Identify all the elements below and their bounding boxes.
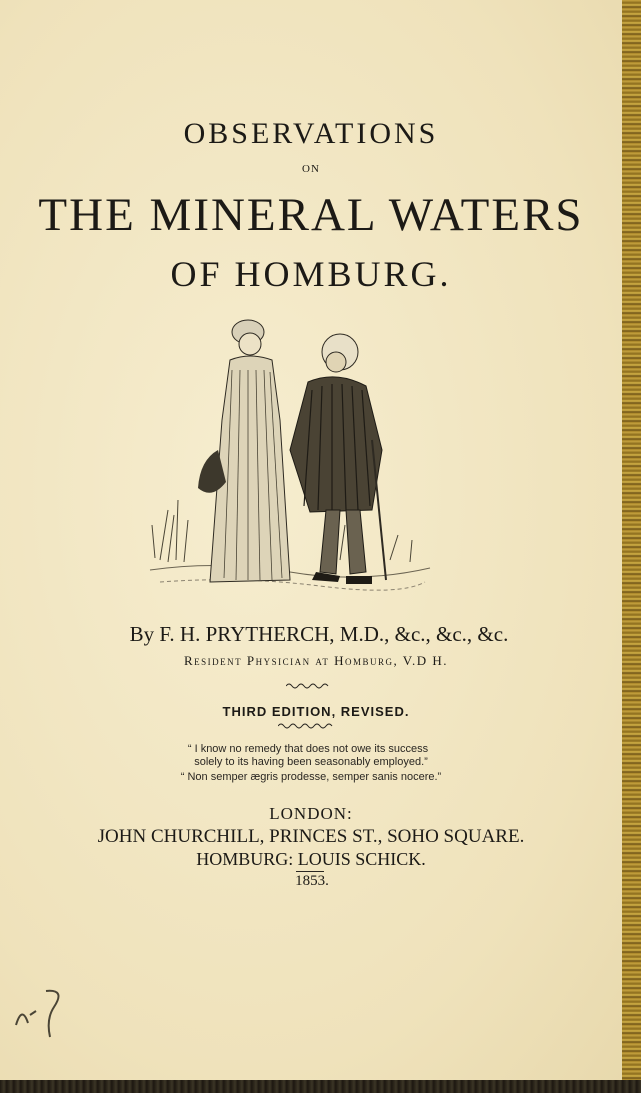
epigraph-line: solely to its having been seasonably employed.” bbox=[194, 756, 428, 768]
imprint-year: 1853. bbox=[295, 873, 329, 889]
book-bottom-edge bbox=[0, 1080, 641, 1093]
gilt-page-edge bbox=[622, 0, 641, 1093]
title-of-homburg: OF HOMBURG. bbox=[170, 254, 452, 294]
imprint-city: LONDON: bbox=[269, 804, 353, 823]
epigraph-line: “ I know no remedy that does not owe its success bbox=[187, 743, 429, 755]
author-line: By F. H. PRYTHERCH, M.D., &c., &c., &c. bbox=[129, 622, 509, 646]
handwritten-mark bbox=[10, 985, 70, 1045]
ornament-rule bbox=[278, 722, 334, 730]
title-mineral-waters: THE MINERAL WATERS bbox=[38, 189, 584, 241]
title-on: ON bbox=[302, 163, 320, 175]
imprint-publisher: JOHN CHURCHILL, PRINCES ST., SOHO SQUARE. bbox=[97, 826, 525, 847]
epigraph-latin: “ Non semper ægris prodesse, semper sanis nocere.” bbox=[180, 771, 442, 783]
imprint-homburg-publisher: HOMBURG: LOUIS SCHICK. bbox=[196, 849, 426, 869]
title-observations: OBSERVATIONS bbox=[183, 117, 439, 150]
old-man-figure bbox=[290, 334, 386, 584]
ornament-rule bbox=[286, 682, 330, 690]
frontispiece-illustration bbox=[140, 310, 440, 610]
edition-line: THIRD EDITION, REVISED. bbox=[222, 704, 410, 719]
woman-figure bbox=[198, 320, 290, 582]
author-affiliation: Resident Physician at Homburg, V.D H. bbox=[183, 653, 449, 668]
imprint-rule bbox=[296, 871, 324, 872]
